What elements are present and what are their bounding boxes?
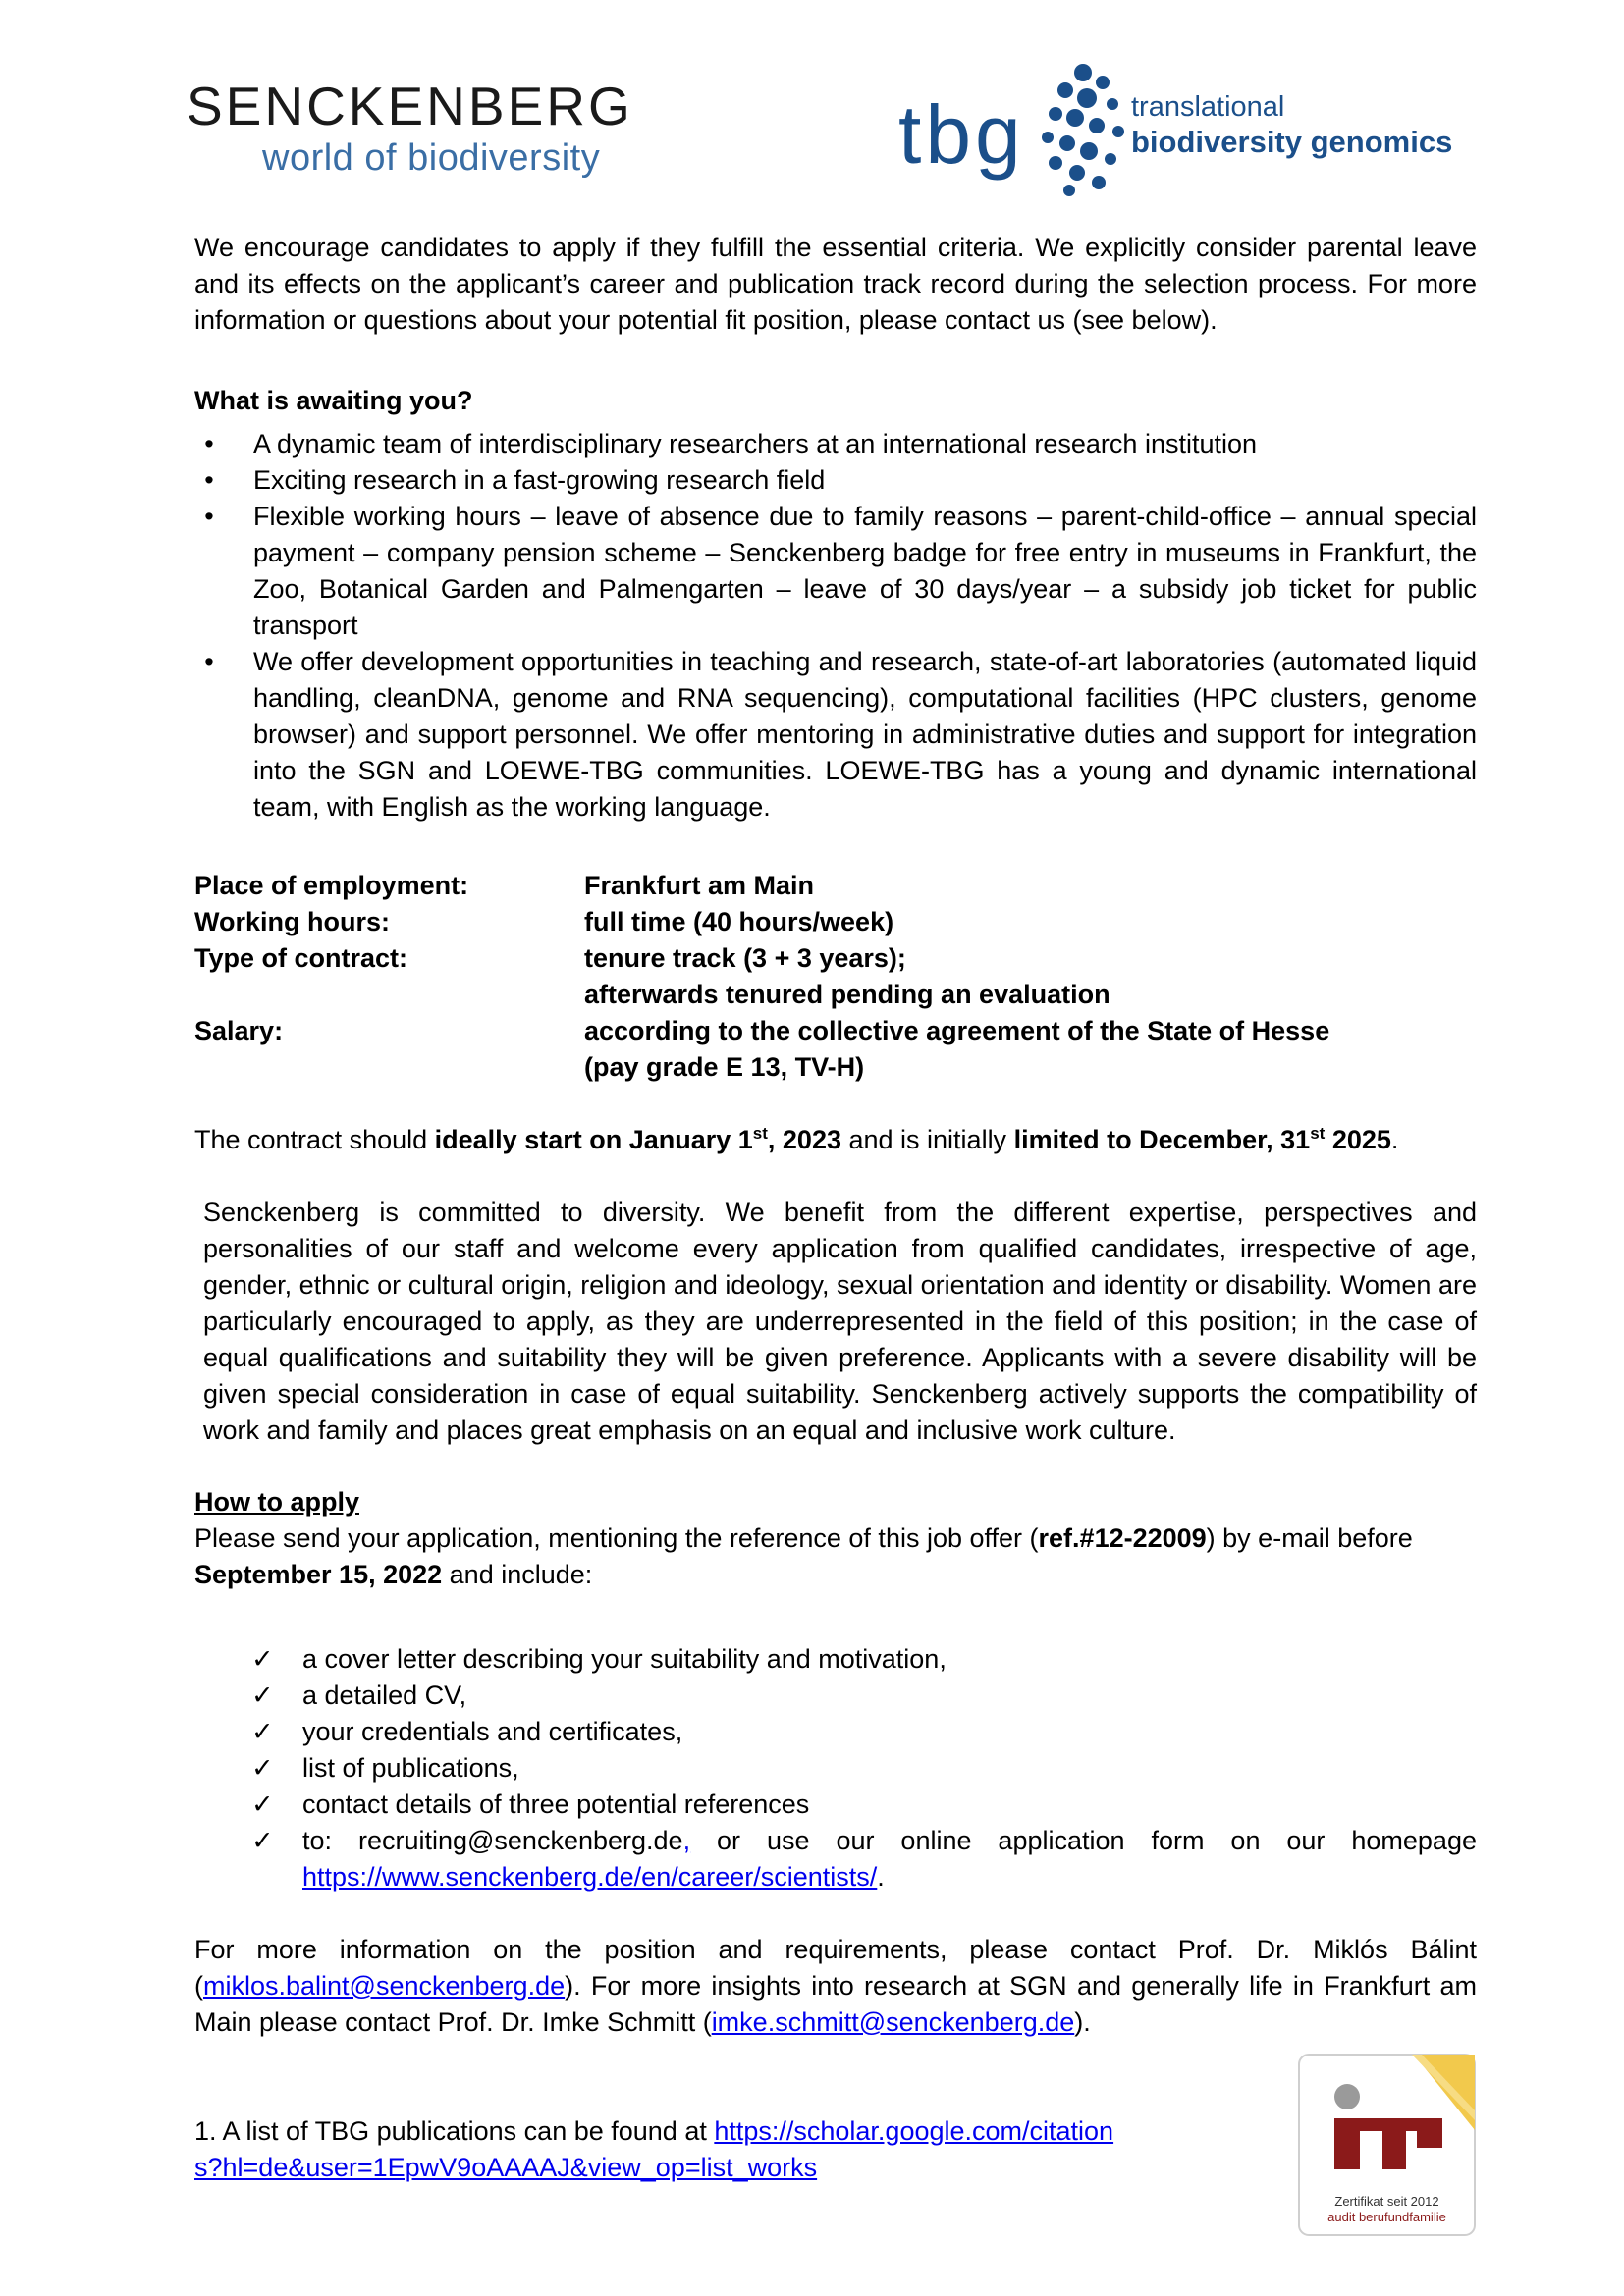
tbg-dna-icon	[1026, 61, 1134, 198]
contract-value-2: afterwards tenured pending an evaluation	[584, 980, 1110, 1009]
list-item: ✓ contact details of three potential references	[194, 1787, 1477, 1823]
place-value: Frankfurt am Main	[584, 871, 815, 900]
diversity-paragraph: Senckenberg is committed to diversity. We benefit from the different expertise, perspectives and personalities of our staff and welcome every application from qualified candidates, irrespective of age, gender, ethnic or cultural origin, religion and ideology, sexual orientation and identity or disability. Women are particularly encouraged to apply, as they are underrepresented in the field of this position; in the case of equal qualifications and suitability they will be given preference. Applicants with a severe disability will be given special consideration in case of equal suitability. Senckenberg actively supports the compatibility of work and family and places great emphasis on an equal and inclusive work culture.	[203, 1198, 1477, 1445]
contract-value-1: tenure track (3 + 3 years);	[584, 943, 906, 973]
list-item: ✓ your credentials and certificates,	[194, 1714, 1477, 1750]
checkmark-icon: ✓	[251, 1789, 274, 1819]
audit-certificate-badge	[1296, 2052, 1478, 2238]
bullet-icon: •	[204, 465, 214, 495]
intro-paragraph: We encourage candidates to apply if they fulfill the essential criteria. We explicitly consider parental leave and its effects on the applicant’s career and publication track record during the selection process. For more information or questions about your potential fit position, please contact us (see below).	[194, 233, 1477, 335]
list-item: ✓ a detailed CV,	[194, 1678, 1477, 1714]
apply-paragraph: Please send your application, mentioning the reference of this job offer (ref.#12-22009) by e-mail before September 15, 2022 and include:	[194, 1523, 1413, 1589]
salary-label: Salary:	[194, 1016, 284, 1045]
senckenberg-logo-title: SENCKENBERG	[187, 76, 633, 136]
salary-value-1: according to the collective agreement of the State of Hesse	[584, 1016, 1330, 1045]
list-item: ✓ a cover letter describing your suitability and motivation,	[194, 1641, 1477, 1678]
senckenberg-logo-subtitle: world of biodiversity	[262, 137, 601, 179]
apply-checklist	[194, 1641, 1477, 1896]
bullet-icon: •	[204, 429, 214, 458]
scholar-link[interactable]: https://scholar.google.com/citations?hl=de&user=1EpwV9oAAAAJ&view_op=list_works	[194, 2116, 1114, 2182]
email-comma-link[interactable]: ,	[682, 1826, 691, 1855]
schmitt-email-link[interactable]: imke.schmitt@senckenberg.de	[711, 2007, 1075, 2037]
hours-label: Working hours:	[194, 907, 390, 936]
awaiting-list	[194, 426, 1477, 826]
awaiting-heading: What is awaiting you?	[194, 386, 473, 415]
checkmark-icon: ✓	[251, 1681, 274, 1710]
badge-line1: Zertifikat seit 2012	[1334, 2194, 1439, 2209]
checkmark-icon: ✓	[251, 1753, 274, 1783]
list-item: • We offer development opportunities in teaching and research, state-of-art laboratories (automated liquid handling, cleanDNA, genome and RNA sequencing), computational facilities (HPC clusters, genome browser) and support personnel. We offer mentoring in administrative duties and support for integration into the SGN and LOEWE-TBG communities. LOEWE-TBG has a young and dynamic international team, with English as the working language.	[194, 644, 1477, 826]
bullet-icon: •	[204, 502, 214, 531]
checkmark-icon: ✓	[251, 1717, 274, 1746]
place-label: Place of employment:	[194, 871, 469, 900]
footnote: 1. A list of TBG publications can be found at https://scholar.google.com/citations?hl=de&user=1EpwV9oAAAAJ&view_op=list_works	[194, 2116, 1114, 2182]
list-item: ✓ to: recruiting@senckenberg.de, or use our online application form on our homepage https://www.senckenberg.de/en/career/scientists/.	[194, 1823, 1477, 1896]
apply-heading: How to apply	[194, 1487, 359, 1517]
tbg-logo-word: tbg	[898, 88, 1025, 181]
checkmark-icon: ✓	[251, 1644, 274, 1674]
checkmark-icon: ✓	[251, 1826, 274, 1855]
tbg-logo-line1: translational	[1131, 91, 1285, 123]
list-item: • Exciting research in a fast-growing research field	[194, 462, 1477, 499]
homepage-link[interactable]: https://www.senckenberg.de/en/career/scientists/	[302, 1862, 878, 1892]
list-item: ✓ list of publications,	[194, 1750, 1477, 1787]
balint-email-link[interactable]: miklos.balint@senckenberg.de	[203, 1971, 566, 2001]
tbg-logo-line2: biodiversity genomics	[1131, 125, 1453, 159]
salary-value-2: (pay grade E 13, TV-H)	[584, 1052, 865, 1082]
contact-paragraph: For more information on the position and requirements, please contact Prof. Dr. Miklós Bálint (miklos.balint@senckenberg.de). For more insights into research at SGN and generally life in Frankfurt am Main please contact Prof. Dr. Imke Schmitt (imke.schmitt@senckenberg.de).	[194, 1935, 1477, 2037]
badge-line2: audit berufundfamilie	[1327, 2210, 1446, 2224]
list-item: • Flexible working hours – leave of absence due to family reasons – parent-child-office – annual special payment – company pension scheme – Senckenberg badge for free entry in museums in Frankfurt, the Zoo, Botanical Garden and Palmengarten – leave of 30 days/year – a subsidy job ticket for public transport	[194, 499, 1477, 644]
list-item: • A dynamic team of interdisciplinary researchers at an international research institution	[194, 426, 1477, 462]
contract-sentence: The contract should ideally start on January 1st, 2023 and is initially limited to December, 31st 2025.	[194, 1124, 1399, 1154]
contract-label: Type of contract:	[194, 943, 408, 973]
hours-value: full time (40 hours/week)	[584, 907, 894, 936]
bullet-icon: •	[204, 647, 214, 676]
